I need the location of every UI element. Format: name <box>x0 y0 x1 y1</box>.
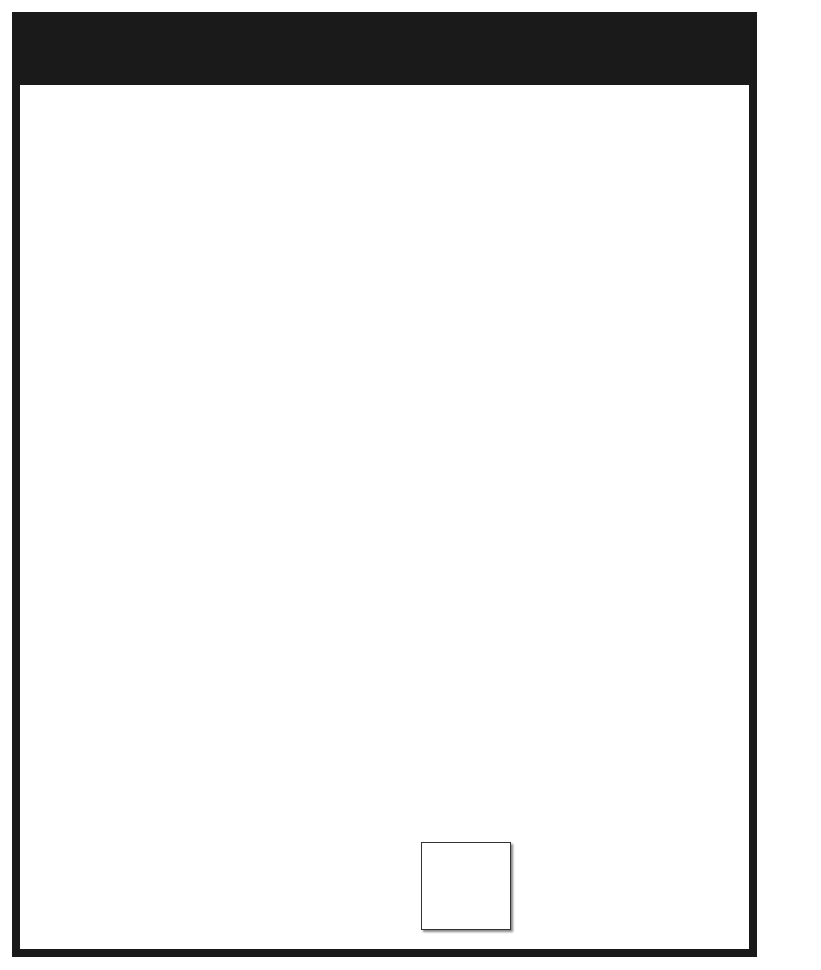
vacancy-ad-frame <box>12 12 757 957</box>
qr-code-icon[interactable] <box>421 842 511 930</box>
page-title <box>94 12 675 85</box>
ad-body <box>20 85 749 949</box>
